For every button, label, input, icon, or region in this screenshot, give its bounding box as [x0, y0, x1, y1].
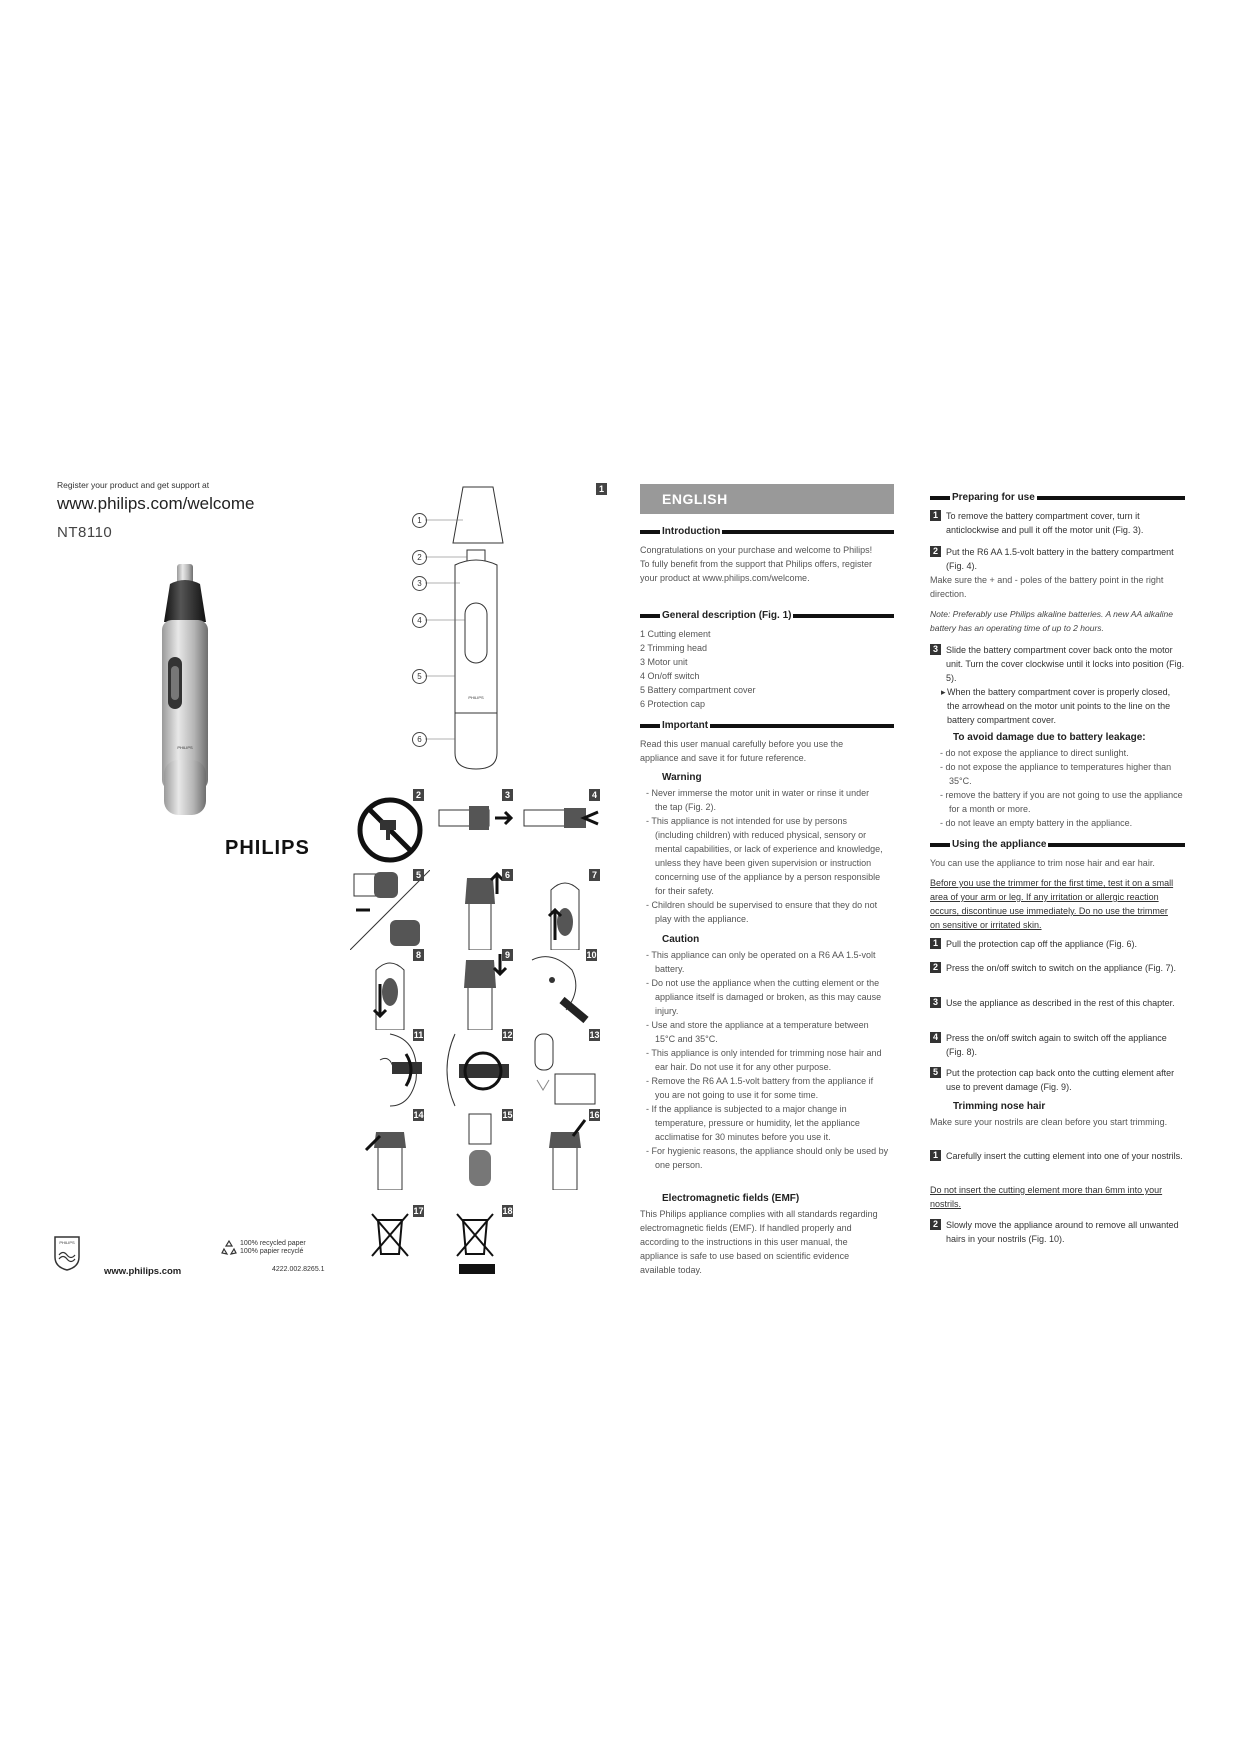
- nose-step-1: [930, 1149, 1185, 1163]
- section-using-the-appliance: [930, 839, 1185, 850]
- fig-7-tag: 7: [589, 869, 600, 881]
- recycle-icon: [221, 1239, 237, 1260]
- fig-4-tag: 4: [589, 789, 600, 801]
- callout-6: 6: [412, 732, 427, 747]
- brand-logo: PHILIPS: [225, 837, 310, 859]
- fig-1-exploded-view: [405, 483, 535, 773]
- fig-17-weee-icon: [370, 1210, 410, 1265]
- step-text: Slowly move the appliance around to remove all unwanted hairs in your nostrils (Fig. 10).: [946, 1220, 1179, 1244]
- fig-13-panel: [525, 1030, 601, 1110]
- using-text: You can use the appliance to trim nose hair and ear hair.: [930, 858, 1155, 868]
- arrow-text: When the battery compartment cover is properly closed, the arrowhead on the motor unit points to the line on the battery compartment cover.: [947, 687, 1171, 725]
- fig-10-tag: 10: [586, 950, 597, 960]
- fig-6-tag: 6: [502, 869, 513, 881]
- list-item: - For hygienic reasons, the appliance should only be used by one person.: [646, 1146, 889, 1170]
- prep-step-1: [930, 509, 1185, 537]
- language-header: ENGLISH: [640, 484, 894, 514]
- fig-1-tag: 1: [596, 483, 607, 495]
- parts-list: [640, 627, 880, 711]
- step-number: 1: [930, 1150, 941, 1161]
- product-photo: [150, 562, 220, 820]
- fig-10-panel: [522, 950, 598, 1030]
- list-item: - This appliance is only intended for trimming nose hair and ear hair. Do not use it for any other purpose.: [646, 1048, 882, 1072]
- callout-5: 5: [412, 669, 427, 684]
- fig-9-panel: [450, 950, 510, 1030]
- emf-text: This Philips appliance complies with all standards regarding electromagnetic fields (EMF). If handled properly and according to the instructions in this user manual, the appliance is safe to use based on scientific evidence available today.: [640, 1209, 878, 1275]
- step-text: Use the appliance as described in the rest of this chapter.: [946, 998, 1175, 1008]
- fig-9-tag: 9: [502, 949, 513, 961]
- introduction-heading: Introduction: [662, 526, 721, 537]
- step-text: Put the protection cap back onto the cutting element after use to prevent damage (Fig. 9).: [946, 1068, 1175, 1092]
- fig-1-device-text: PHILIPS: [468, 695, 484, 700]
- step-number: 1: [930, 510, 941, 521]
- leak-list: [940, 746, 1185, 830]
- step-text: Press the on/off switch to switch on the appliance (Fig. 7).: [946, 963, 1176, 973]
- step-number: 3: [930, 997, 941, 1008]
- prep-step-3: [930, 643, 1185, 685]
- list-item: - If the appliance is subjected to a major change in temperature, pressure or humidity, let the appliance acclimatise for 30 minutes before you use it.: [646, 1104, 860, 1142]
- step-number: 2: [930, 546, 941, 557]
- fig-11-panel: [350, 1030, 430, 1110]
- step-number: 3: [930, 644, 941, 655]
- step-number: 2: [930, 962, 941, 973]
- list-item: 4 On/off switch: [640, 671, 700, 681]
- fig-12-tag: 12: [502, 1030, 513, 1040]
- callout-2: 2: [412, 550, 427, 565]
- fig-5-panel: [350, 870, 430, 950]
- emf-heading: Electromagnetic fields (EMF): [662, 1193, 800, 1204]
- fig-8-panel: [360, 950, 420, 1030]
- welcome-url[interactable]: www.philips.com/welcome: [57, 494, 255, 513]
- step-text: Slide the battery compartment cover back onto the motor unit. Turn the cover clockwise until it locks into position (Fig. 5).: [946, 645, 1185, 683]
- nose-heading: Trimming nose hair: [953, 1101, 1046, 1112]
- warning-heading: Warning: [662, 772, 702, 783]
- fig-16-panel: [535, 1110, 595, 1190]
- arrow-bullet-row: [941, 685, 1185, 727]
- list-item: - do not expose the appliance to direct sunlight.: [940, 748, 1129, 758]
- polarity-text: Make sure the + and - poles of the battery point in the right direction.: [930, 575, 1164, 599]
- list-item: - Children should be supervised to ensure that they do not play with the appliance.: [646, 900, 878, 924]
- fig-2-panel: [350, 790, 430, 870]
- step-number: 5: [930, 1067, 941, 1078]
- section-important: [640, 720, 894, 731]
- fig-15-tag: 15: [502, 1110, 513, 1120]
- fig-12-panel: [435, 1030, 515, 1110]
- list-item: - do not leave an empty battery in the appliance.: [940, 818, 1133, 828]
- fig-15-panel: [455, 1110, 505, 1190]
- list-item: - remove the battery if you are not going to use the appliance for a month or more.: [940, 790, 1183, 814]
- section-preparing-for-use: [930, 492, 1185, 503]
- bullet-arrow-icon: ▸: [941, 687, 946, 697]
- list-item: - This appliance is not intended for use by persons (including children) with reduced physical, sensory or mental capabilities, or lack of experience and knowledge, unless they have been given supervision or instruction concerning use of the appliance by a person responsible for their safety.: [646, 816, 883, 896]
- list-item: - Never immerse the motor unit in water or rinse it under the tap (Fig. 2).: [646, 788, 870, 812]
- using-step-2: [930, 961, 1185, 975]
- section-general-description: [640, 610, 894, 621]
- list-item: 6 Protection cap: [640, 699, 706, 709]
- important-heading: Important: [662, 720, 709, 731]
- fig-11-tag: 11: [413, 1030, 424, 1040]
- step-text: Carefully insert the cutting element into one of your nostrils.: [946, 1151, 1183, 1161]
- fig-7-panel: [535, 870, 595, 950]
- recycled-line-1: 100% recycled paper: [240, 1240, 306, 1247]
- recycled-line-2: 100% papier recyclé: [240, 1248, 304, 1255]
- step-text: Press the on/off switch again to switch off the appliance (Fig. 8).: [946, 1033, 1167, 1057]
- fig-14-panel: [360, 1110, 420, 1190]
- fig-3-panel: [435, 798, 515, 838]
- using-step-5: [930, 1066, 1185, 1094]
- prep-heading: Preparing for use: [952, 492, 1035, 503]
- skin-test-warning: Before you use the trimmer for the first time, test it on a small area of your arm or leg. If any irritation or allergic reaction occurs, discontinue use immediately. Do no use the trimmer on sensitive or irritated skin.: [930, 878, 1174, 930]
- fig-17-tag: 17: [413, 1206, 424, 1216]
- model-number: NT8110: [57, 524, 113, 541]
- using-step-4: [930, 1031, 1185, 1059]
- fig-3-tag: 3: [502, 789, 513, 801]
- device-brand-text: PHILIPS: [177, 745, 193, 750]
- list-item: - This appliance can only be operated on a R6 AA 1.5-volt battery.: [646, 950, 876, 974]
- caution-heading: Caution: [662, 934, 700, 945]
- prep-step-2: [930, 545, 1185, 573]
- step-number: 2: [930, 1219, 941, 1230]
- fig-16-tag: 16: [589, 1110, 600, 1120]
- battery-note: Note: Preferably use Philips alkaline batteries. A new AA alkaline battery has an operating time of up to 2 hours.: [930, 609, 1174, 633]
- nose-depth-warning: Do not insert the cutting element more than 6mm into your nostrils.: [930, 1185, 1163, 1209]
- philips-shield-icon: [53, 1235, 81, 1271]
- fig-5-tag: 5: [413, 869, 424, 881]
- using-step-1: [930, 937, 1185, 951]
- general-heading: General description (Fig. 1): [662, 610, 792, 621]
- callout-3: 3: [412, 576, 427, 591]
- step-text: Pull the protection cap off the appliance (Fig. 6).: [946, 939, 1137, 949]
- document-code: 4222.002.8265.1: [272, 1266, 325, 1273]
- list-item: - do not expose the appliance to temperatures higher than 35°C.: [940, 762, 1172, 786]
- step-number: 4: [930, 1032, 941, 1043]
- fig-2-tag: 2: [413, 789, 424, 801]
- list-item: - Do not use the appliance when the cutting element or the appliance itself is damaged or broken, as this may cause injury.: [646, 978, 882, 1016]
- callout-1: 1: [412, 513, 427, 528]
- shield-brand-text: PHILIPS: [59, 1240, 75, 1245]
- list-item: - Remove the R6 AA 1.5-volt battery from the appliance if you are not going to use it for some time.: [646, 1076, 874, 1100]
- fig-8-tag: 8: [413, 949, 424, 961]
- fig-18-weee-battery-icon: [455, 1210, 495, 1265]
- section-introduction: [640, 526, 894, 537]
- important-text: Read this user manual carefully before you use the appliance and save it for future reference.: [640, 739, 844, 763]
- introduction-text: Congratulations on your purchase and welcome to Philips! To fully benefit from the support that Philips offers, register your product at www.philips.com/welcome.: [640, 545, 873, 583]
- nose-step-2: [930, 1218, 1185, 1246]
- list-item: 2 Trimming head: [640, 643, 708, 653]
- list-item: 1 Cutting element: [640, 629, 711, 639]
- register-text: Register your product and get support at: [57, 480, 210, 490]
- fig-18-tag: 18: [502, 1206, 513, 1216]
- leak-heading: To avoid damage due to battery leakage:: [953, 732, 1146, 743]
- fig-14-tag: 14: [413, 1110, 424, 1120]
- fig-18-bar: [459, 1264, 495, 1274]
- recycled-paper-note: [240, 1240, 306, 1256]
- caution-list: [646, 948, 890, 1172]
- step-text: To remove the battery compartment cover, turn it anticlockwise and pull it off the motor unit (Fig. 3).: [946, 511, 1144, 535]
- using-step-3: [930, 996, 1185, 1010]
- step-number: 1: [930, 938, 941, 949]
- footer-url[interactable]: www.philips.com: [104, 1266, 182, 1277]
- using-heading: Using the appliance: [952, 839, 1047, 850]
- list-item: 5 Battery compartment cover: [640, 685, 756, 695]
- fig-13-tag: 13: [589, 1030, 600, 1040]
- step-text: Put the R6 AA 1.5-volt battery in the battery compartment (Fig. 4).: [946, 547, 1174, 571]
- list-item: 3 Motor unit: [640, 657, 688, 667]
- fig-6-panel: [455, 870, 505, 950]
- nose-text: Make sure your nostrils are clean before you start trimming.: [930, 1117, 1168, 1127]
- callout-4: 4: [412, 613, 427, 628]
- list-item: - Use and store the appliance at a temperature between 15°C and 35°C.: [646, 1020, 869, 1044]
- fig-4-panel: [522, 798, 600, 838]
- warning-list: [646, 786, 884, 926]
